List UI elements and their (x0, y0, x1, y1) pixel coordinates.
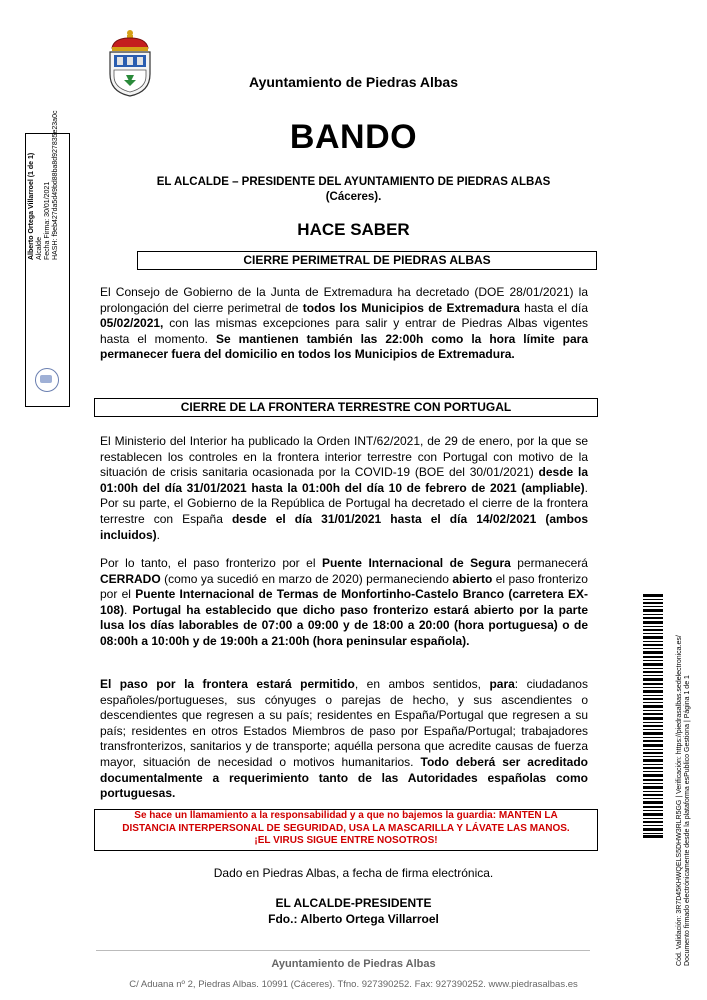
electronic-signature-box (25, 110, 70, 407)
footer-divider (96, 950, 590, 951)
barcode-icon (643, 594, 663, 838)
paragraph-orden-ministerio: El Ministerio del Interior ha publicado la Orden INT/62/2021, de 29 de enero, por la que se restablecen los controles en la frontera interior terrestre con Portugal con motivo de la situación de crisis sanitaria ocasionada por la COVID-19 (BOE del 30/01/2021) desde la 01:00h del día 31/01/2021 hasta la 01:00h del día 10 de febrero de 2021 (ampliable). Por su parte, el Gobierno de la República de Portugal ha decretado el cierre de la frontera terrestre con España desde el día 31/01/2021 hasta el día 14/02/2021 (ambos incluidos). (100, 434, 588, 542)
hace-saber-heading: HACE SABER (297, 220, 410, 239)
seal-icon (35, 368, 59, 392)
municipality-title: Ayuntamiento de Piedras Albas (248, 74, 458, 90)
validation-code: Cód. Validación: 3R7D45KHWQELS5DHW3RLR5GG | Verificación: https://piedrasalbas.sedelectronica.es/ (676, 635, 683, 966)
paragraph-perimetral: El Consejo de Gobierno de la Junta de Extremadura ha decretado (DOE 28/01/2021) la prolongación del cierre perimetral de todos los Municipios de Extremadura hasta el día 05/02/2021, con las mismas excepciones para salir y entrar de Piedras Albas vigentes hasta el momento. Se mantienen también las 22:00h como la hora límite para permanecer fuera del domicilio en todos los Municipios de Extremadura. (100, 285, 588, 362)
warning-line-2: DISTANCIA INTERPERSONAL DE SEGURIDAD, USA LA MASCARILLA Y LÁVATE LAS MANOS. (122, 822, 570, 834)
section-heading-perimetral: CIERRE PERIMETRAL DE PIEDRAS ALBAS (137, 251, 597, 270)
warning-box (94, 809, 598, 851)
signer-stamp-name: Alberto Ortega Villarroel (1 de 1) (28, 152, 35, 260)
signer-stamp-hash: HASH: f9eb427da5d49bd88ba8d927835e23a0c (52, 110, 59, 260)
paragraph-paso-permitido: El paso por la frontera estará permitido, en ambos sentidos, para: ciudadanos españoles/portugueses, sus cónyuges o parejas de hecho, y sus ascendientes o descendientes que regresen a su país; residentes en España/Portugal que regresen a su país; residentes en otros Estados Miembros de paso por España/Portugal; trabajadores transfronterizos, sanitarios y de transporte; aquélla persona que acredite causas de fuerza mayor, situación de necesidad o motivos humanitarios. Todo deberá ser acreditado documentalmente a requerimiento tanto de las Autoridades españolas como portuguesas. (100, 677, 588, 801)
footer-name: Ayuntamiento de Piedras Albas (271, 958, 436, 970)
warning-line-1: Se hace un llamamiento a la responsabilidad y a que no bajemos la guardia: MANTEN LA (134, 810, 558, 821)
alcalde-heading: EL ALCALDE – PRESIDENTE DEL AYUNTAMIENTO DE PIEDRAS ALBAS (156, 176, 551, 188)
dado-en-line: Dado en Piedras Albas, a fecha de firma electrónica. (213, 866, 494, 880)
page-title: BANDO (289, 118, 418, 156)
validation-platform: Documento firmado electrónicamente desde la plataforma esPublico Gestiona | Página 1 de 1 (684, 675, 691, 966)
alcalde-province: (Cáceres). (325, 191, 382, 203)
warning-line-3: ¡EL VIRUS SIGUE ENTRE NOSOTROS! (254, 835, 438, 846)
footer-address: C/ Aduana nº 2, Piedras Albas. 10991 (Cáceres). Tfno. 927390252. Fax: 927390252. www.piedrasalbas.es (129, 979, 578, 990)
signer-stamp-date: Fecha Firma: 30/01/2021 (44, 181, 51, 260)
signer-title: EL ALCALDE-PRESIDENTE (275, 896, 432, 910)
signer-stamp-role: Alcalde (36, 237, 43, 260)
signer-name: Fdo.: Alberto Ortega Villarroel (268, 912, 439, 926)
paragraph-paso-fronterizo: Por lo tanto, el paso fronterizo por el Puente Internacional de Segura permanecerá CERRADO (como ya sucedió en marzo de 2020) permaneciendo abierto el paso fronterizo por el Puente Internacional de Termas de Monfortinho-Castelo Branco (carretera EX-108). Portugal ha establecido que dicho paso fronterizo estará abierto por la parte lusa los días laborables de 07:00 a 09:00 y de 18:00 a 20:00 (hora portuguesa) o de 08:00h a 10:00h y de 19:00h a 21:00h (hora peninsular española). (100, 556, 588, 648)
section-heading-frontera: CIERRE DE LA FRONTERA TERRESTRE CON PORTUGAL (94, 398, 598, 417)
